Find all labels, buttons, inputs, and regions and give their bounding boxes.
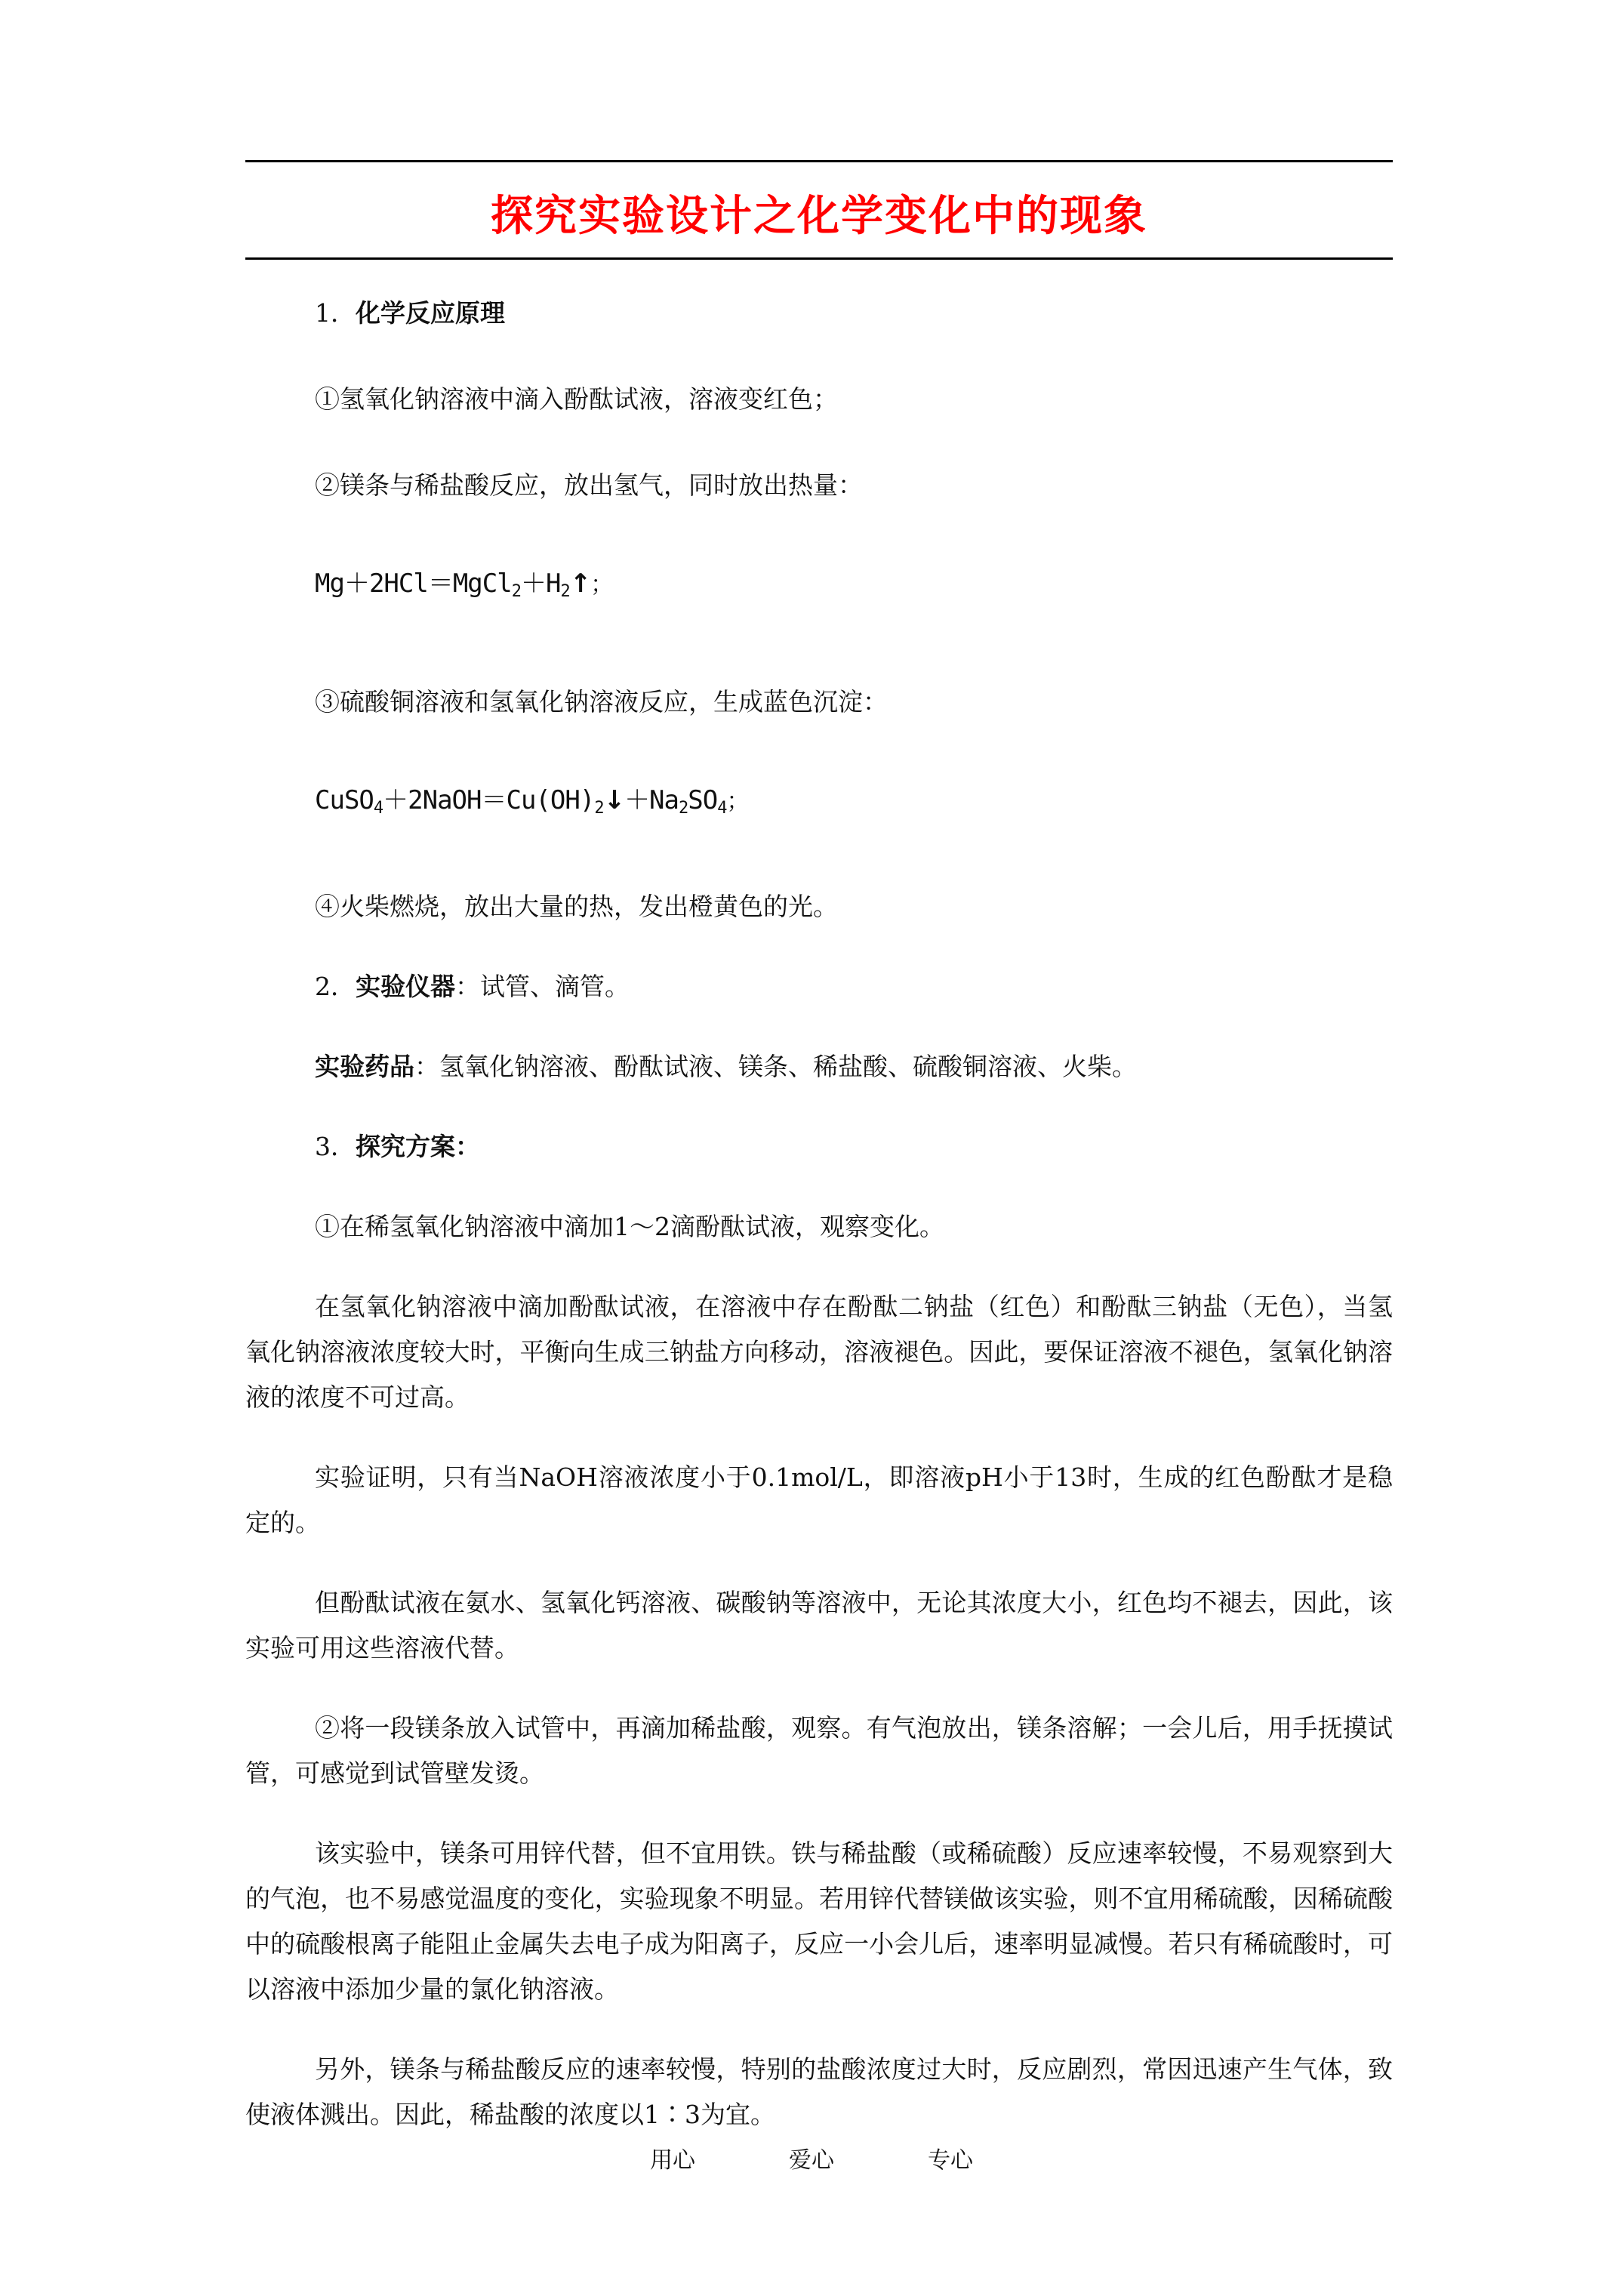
drugs-label: 实验药品	[315, 1052, 414, 1081]
section-3-number: 3．	[315, 1132, 356, 1161]
paragraph-phenolphthalein: 在氢氧化钠溶液中滴加酚酞试液，在溶液中存在酚酞二钠盐（红色）和酚酞三钠盐（无色），当氢氧化钠溶液浓度较大时，平衡向生成三钠盐方向移动，溶液褪色。因此，要保证溶液不褪色，氢氧化钠溶液的浓度不可过高。	[245, 1292, 1393, 1412]
paragraph-alternatives: 但酚酞试液在氨水、氢氧化钙溶液、碳酸钠等溶液中，无论其浓度大小，红色均不褪去，因此，该实验可用这些溶液代替。	[245, 1588, 1393, 1663]
page-title: 探究实验设计之化学变化中的现象	[491, 191, 1147, 241]
principle-item-1: ①氢氧化钠溶液中滴入酚酞试液，溶液变红色；	[315, 384, 838, 414]
footer-text: 用心	[650, 2147, 695, 2174]
section-2-title: 实验仪器	[356, 972, 455, 1001]
plan-step-2: ②将一段镁条放入试管中，再滴加稀盐酸，观察。有气泡放出，镁条溶解；一会儿后，用手抚摸试管，可感觉到试管壁发烫。	[245, 1713, 1393, 1788]
page-footer	[0, 2146, 1623, 2176]
principle-item-3: ③硫酸铜溶液和氢氧化钠溶液反应，生成蓝色沉淀：	[315, 687, 888, 717]
equation-cuso4-naoh: $CuSO_4+2NaOH=Cu(OH)_2↓+Na_2SO_4$；	[315, 785, 749, 818]
paragraph-zinc-iron: 该实验中，镁条可用锌代替，但不宜用铁。铁与稀盐酸（或稀硫酸）反应速率较慢，不易观察到大的气泡，也不易感觉温度的变化，实验现象不明显。若用锌代替镁做该实验，则不宜用稀硫酸，因稀硫酸中的硫酸根离子能阻止金属失去电子成为阳离子，反应一小会儿后，速率明显减慢。若只有稀硫酸时，可以溶液中添加少量的氯化钠溶液。	[245, 1838, 1393, 2004]
section-3-title: 探究方案：	[356, 1132, 480, 1161]
section-2-number: 2．	[315, 972, 356, 1001]
paragraph-hcl-concentration: 另外，镁条与稀盐酸反应的速率较慢，特别的盐酸浓度过大时，反应剧烈，常因迅速产生气体，致使液体溅出。因此，稀盐酸的浓度以1∶3为宜。	[245, 2054, 1393, 2129]
principle-item-4: ④火柴燃烧，放出大量的热，发出橙黄色的光。	[315, 892, 838, 921]
principle-item-2: ②镁条与稀盐酸反应，放出氢气，同时放出热量：	[315, 470, 863, 500]
plan-step-1: ①在稀氢氧化钠溶液中滴加1～2滴酚酞试液，观察变化。	[315, 1212, 944, 1241]
footer-text: 专心	[928, 2147, 973, 2174]
header-rule-bottom	[245, 257, 1393, 260]
section-3-heading	[245, 1124, 1393, 1170]
precipitate-arrow-icon: ↓	[603, 785, 625, 815]
section-1-number: 1．	[315, 298, 356, 328]
equation-mg-hcl: $Mg+2HCl=MgCl_2+H_2↑$；	[315, 569, 613, 601]
footer-text: 爱心	[789, 2147, 834, 2174]
paragraph-naoh-concentration: 实验证明，只有当NaOH溶液浓度小于0.1mol/L，即溶液pH小于13时，生成的红色酚酞才是稳定的。	[245, 1462, 1393, 1537]
section-1-heading	[245, 291, 1393, 336]
gas-arrow-icon: ↑	[569, 569, 591, 599]
section-2-drugs	[245, 1044, 1393, 1089]
drugs-list: ：氢氧化钠溶液、酚酞试液、镁条、稀盐酸、硫酸铜溶液、火柴。	[414, 1052, 1137, 1081]
header-rule-top	[245, 160, 1393, 162]
instruments-list: ：试管、滴管。	[455, 972, 630, 1001]
document-body	[245, 291, 1393, 2137]
section-2-instruments	[245, 964, 1393, 1009]
section-1-title: 化学反应原理	[356, 298, 505, 328]
